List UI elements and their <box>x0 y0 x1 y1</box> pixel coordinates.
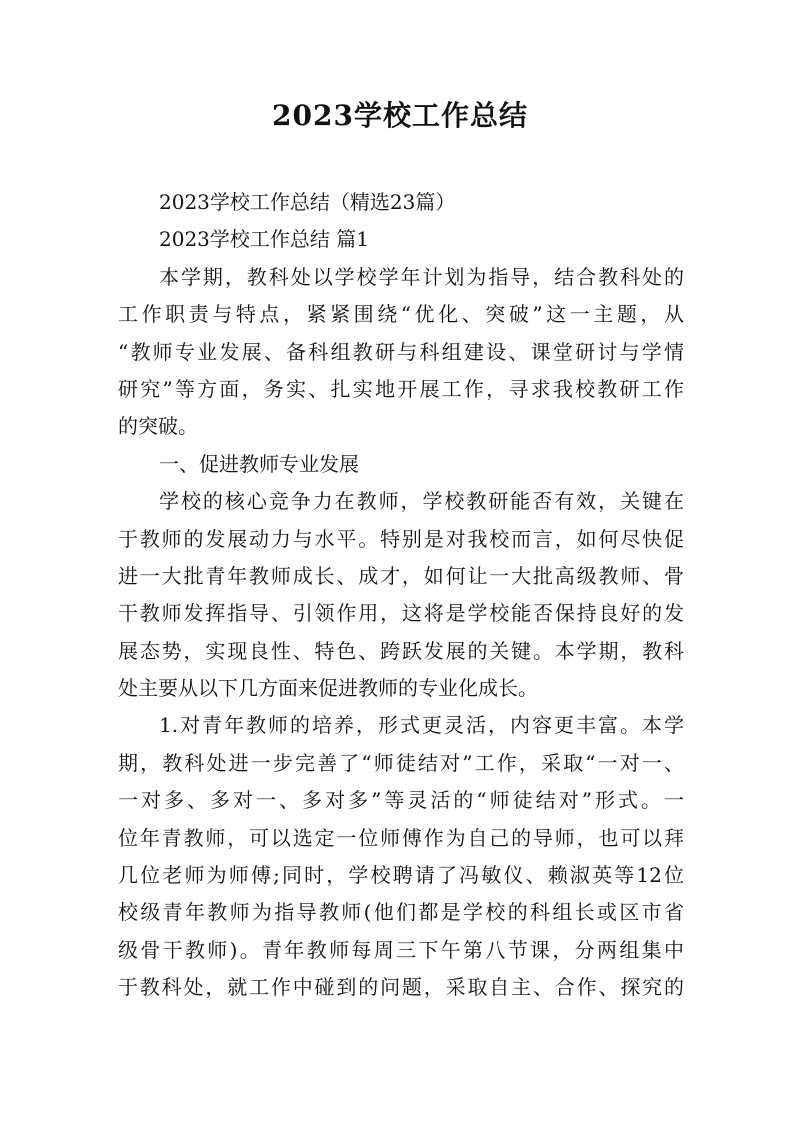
paragraph-line: 一对多、多对一、多对多”等灵活的“师徒结对”形式。一 <box>118 788 684 813</box>
paragraph-line: 处主要从以下几方面来促进教师的专业化成长。 <box>118 676 538 701</box>
paragraph-line: 展态势，实现良性、特色、跨跃发展的关键。本学期，教科 <box>118 638 684 663</box>
doc-subtitle: 2023学校工作总结（精选23篇） <box>159 190 456 214</box>
paragraph-line: 级骨干教师)。青年教师每周三下午第八节课，分两组集中 <box>118 937 684 962</box>
paragraph-line: 本学期，教科处以学校学年计划为指导，结合教科处的 <box>159 264 684 289</box>
section-heading: 一、促进教师专业发展 <box>159 451 359 476</box>
paragraph-line: 学校的核心竞争力在教师，学校教研能否有效，关键在 <box>159 489 684 514</box>
paragraph-line: 工作职责与特点，紧紧围绕“优化、突破”这一主题，从 <box>118 302 684 327</box>
paragraph-line: 1.对青年教师的培养，形式更灵活，内容更丰富。本学 <box>159 713 684 738</box>
section-heading: 2023学校工作总结 篇1 <box>159 227 369 252</box>
paragraph-line: 进一大批青年教师成长、成才，如何让一大批高级教师、骨 <box>118 563 684 588</box>
paragraph-line: “教师专业发展、备科组教研与科组建设、课堂研讨与学情 <box>118 339 684 364</box>
paragraph-line: 校级青年教师为指导教师(他们都是学校的科组长或区市省 <box>118 900 684 925</box>
paragraph-line: 于教科处，就工作中碰到的问题，采取自主、合作、探究的 <box>118 975 684 1000</box>
paragraph-line: 几位老师为师傅;同时，学校聘请了冯敏仪、赖淑英等12位 <box>118 863 684 888</box>
document-title: 2023学校工作总结 <box>272 99 528 132</box>
document-body <box>118 184 684 1007</box>
paragraph-line: 研究”等方面，务实、扎实地开展工作，寻求我校教研工作 <box>118 376 684 401</box>
paragraph-line: 的突破。 <box>118 414 198 439</box>
paragraph-line: 期，教科处进一步完善了“师徒结对”工作，采取“一对一、 <box>118 750 684 775</box>
paragraph-line: 于教师的发展动力与水平。特别是对我校而言，如何尽快促 <box>118 526 684 551</box>
paragraph-line: 位年青教师，可以选定一位师傅作为自己的导师，也可以拜 <box>118 825 684 850</box>
paragraph-line: 干教师发挥指导、引领作用，这将是学校能否保持良好的发 <box>118 601 684 626</box>
